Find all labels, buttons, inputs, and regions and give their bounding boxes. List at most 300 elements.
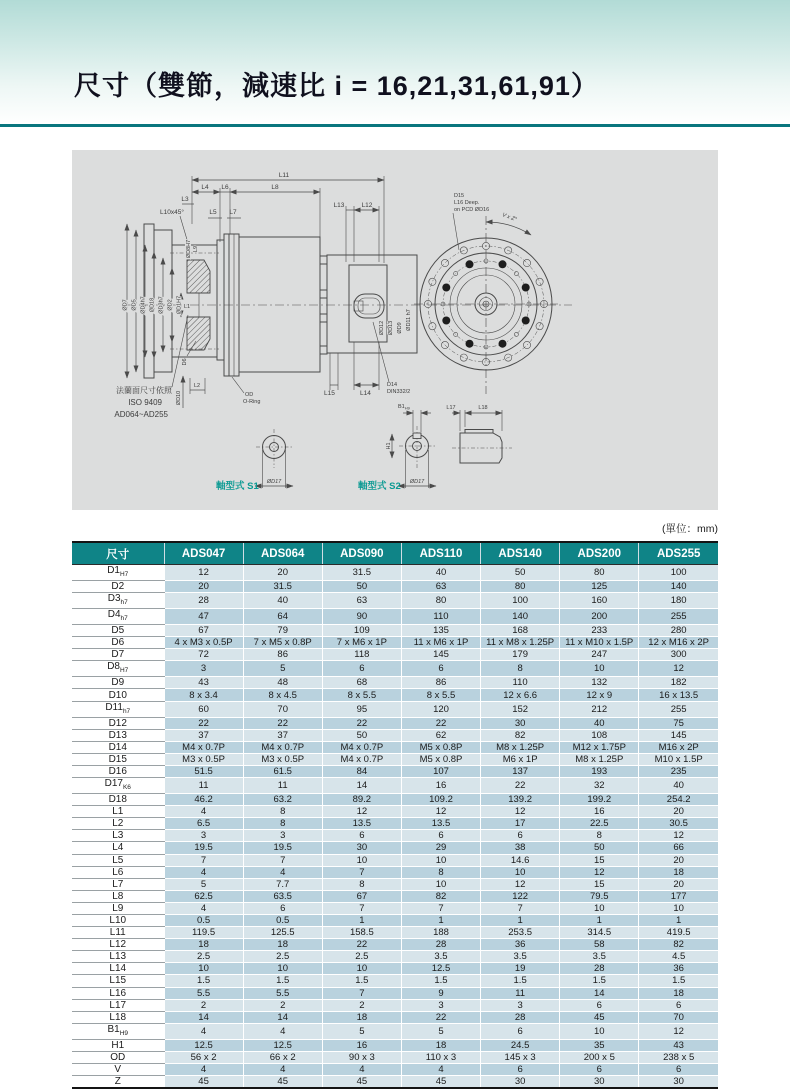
dimension-value-cell: 1.5	[560, 975, 639, 987]
dimension-value-cell: 4	[243, 1023, 322, 1039]
table-row-L2	[72, 818, 718, 830]
dimension-value-cell: 35	[560, 1039, 639, 1051]
dimension-value-cell: 22	[322, 717, 401, 729]
dimension-value-cell: 2	[164, 999, 243, 1011]
dimension-value-cell: M8 x 1.25P	[481, 741, 560, 753]
dimension-value-cell: 300	[639, 649, 718, 661]
dimension-value-cell: 1	[322, 914, 401, 926]
row-label: D13	[72, 729, 164, 741]
row-label: L11	[72, 927, 164, 939]
dim-label-l7: L7	[229, 209, 237, 216]
dimension-value-cell: 18	[639, 987, 718, 999]
dimension-value-cell: 14.6	[481, 854, 560, 866]
table-row-H1	[72, 1039, 718, 1051]
row-label: L7	[72, 878, 164, 890]
title-banner	[0, 0, 790, 127]
row-label: D18	[72, 794, 164, 806]
dimension-value-cell: M4 x 0.7P	[243, 741, 322, 753]
dimension-value-cell: 2.5	[164, 951, 243, 963]
dimension-value-cell: 62.5	[164, 890, 243, 902]
dimension-value-cell: 3	[164, 661, 243, 677]
dimension-value-cell: 30	[639, 1076, 718, 1089]
dimension-value-cell: 11	[164, 778, 243, 794]
dimensions-table	[72, 541, 718, 1089]
dimension-value-cell: 14	[164, 1011, 243, 1023]
dimension-value-cell: 63	[322, 593, 401, 609]
dimension-value-cell: 119.5	[164, 927, 243, 939]
dimension-value-cell: 6	[560, 1064, 639, 1076]
dim-label-d7: ØD7	[122, 299, 129, 311]
flange-note-line1: 法蘭面尺寸依照	[116, 386, 172, 395]
dimension-value-cell: 255	[639, 701, 718, 717]
dimension-value-cell: 7	[322, 866, 401, 878]
row-label: L18	[72, 1011, 164, 1023]
dimension-value-cell: 1.5	[481, 975, 560, 987]
dimension-value-cell: 180	[639, 593, 718, 609]
dimension-value-cell: 8 x 5.5	[401, 689, 480, 701]
row-label: D16	[72, 765, 164, 777]
dim-label-l1: L1	[184, 304, 191, 310]
dimension-value-cell: 40	[639, 778, 718, 794]
dimension-value-cell: 80	[401, 593, 480, 609]
dim-label-d3: ØD3h7	[158, 296, 165, 314]
table-row-D3	[72, 593, 718, 609]
column-header-dimension: 尺寸	[72, 542, 164, 565]
dimension-value-cell: 84	[322, 765, 401, 777]
dimension-value-cell: 5.5	[243, 987, 322, 999]
gearhead-dimension-drawing	[72, 150, 718, 510]
dimension-value-cell: 30	[560, 1076, 639, 1089]
dimension-value-cell: 16 x 13.5	[639, 689, 718, 701]
dimension-value-cell: 3	[401, 999, 480, 1011]
dimension-value-cell: 20	[243, 565, 322, 581]
dim-label-vxz: V x Z°	[501, 212, 518, 224]
table-row-L1	[72, 806, 718, 818]
dimension-value-cell: 12.5	[243, 1039, 322, 1051]
table-row-D9	[72, 677, 718, 689]
dimension-value-cell: 14	[243, 1011, 322, 1023]
dim-label-b1	[398, 404, 411, 411]
table-header	[72, 542, 718, 565]
dimension-value-cell: 188	[401, 927, 480, 939]
dimension-value-cell: 12	[322, 806, 401, 818]
dimension-value-cell: 2	[322, 999, 401, 1011]
dimension-value-cell: 122	[481, 890, 560, 902]
row-label: D9	[72, 677, 164, 689]
dimension-value-cell: 193	[560, 765, 639, 777]
dimension-value-cell: 109.2	[401, 794, 480, 806]
dimension-value-cell: 4	[164, 866, 243, 878]
dimension-value-cell: 4	[322, 1064, 401, 1076]
dimension-value-cell: 118	[322, 649, 401, 661]
dim-label-d17-s2: ØD17	[409, 479, 425, 485]
dimension-value-cell: 199.2	[560, 794, 639, 806]
dimension-value-cell: 137	[481, 765, 560, 777]
dimension-value-cell: 14	[560, 987, 639, 999]
dimension-value-cell: 4.5	[639, 951, 718, 963]
dimension-value-cell: 6	[639, 999, 718, 1011]
row-label: D10	[72, 689, 164, 701]
dimension-value-cell: 0.5	[164, 914, 243, 926]
dimension-value-cell: 182	[639, 677, 718, 689]
row-label: L8	[72, 890, 164, 902]
dimension-value-cell: 66 x 2	[243, 1051, 322, 1063]
dimension-value-cell: M12 x 1.75P	[560, 741, 639, 753]
row-label-tolerance: h7	[122, 707, 131, 715]
table-row-L3	[72, 830, 718, 842]
row-label: H1	[72, 1039, 164, 1051]
dim-label-l6: L6	[221, 184, 229, 191]
dim-label-d1: ØD1H7	[176, 295, 183, 315]
dimension-value-cell: 12	[164, 565, 243, 581]
dim-label-d2: ØD2	[167, 299, 174, 311]
row-label-tolerance: H7	[119, 667, 129, 675]
dimension-value-cell: 45	[243, 1076, 322, 1089]
dimension-value-cell: 3	[243, 830, 322, 842]
row-label: OD	[72, 1051, 164, 1063]
oring-label-line2: O-Ring	[243, 399, 261, 405]
dimension-value-cell: 0.5	[243, 914, 322, 926]
dimension-value-cell: 12.5	[401, 963, 480, 975]
dimension-value-cell: 5	[243, 661, 322, 677]
header-row	[72, 542, 718, 565]
technical-drawing-panel	[72, 150, 718, 510]
dimension-value-cell: M4 x 0.7P	[322, 741, 401, 753]
diameter-dimensions	[123, 224, 200, 378]
dimension-value-cell: 4	[164, 1023, 243, 1039]
dimension-value-cell: 70	[243, 701, 322, 717]
row-label: L16	[72, 987, 164, 999]
dimension-value-cell: 22	[401, 717, 480, 729]
dimension-value-cell: 1.5	[243, 975, 322, 987]
dimension-value-cell: 7	[164, 854, 243, 866]
row-label: L3	[72, 830, 164, 842]
row-label: L13	[72, 951, 164, 963]
dimension-value-cell: 4	[401, 1064, 480, 1076]
row-label: V	[72, 1064, 164, 1076]
row-label: D6	[72, 637, 164, 649]
table-row-L5	[72, 854, 718, 866]
dimension-value-cell: 235	[639, 765, 718, 777]
table-row-L17	[72, 999, 718, 1011]
dimension-value-cell: 37	[164, 729, 243, 741]
dimension-value-cell: 7	[243, 854, 322, 866]
dimension-value-cell: 1	[639, 914, 718, 926]
dimension-value-cell: 12 x 9	[560, 689, 639, 701]
dimension-value-cell: 8 x 5.5	[322, 689, 401, 701]
shaft-type-s2-view	[358, 404, 436, 492]
row-label: $D1_{H7}$	[72, 565, 164, 581]
dimension-value-cell: 3.5	[401, 951, 480, 963]
row-label: L15	[72, 975, 164, 987]
dim-label-d14: D14	[387, 382, 398, 388]
row-label: L17	[72, 999, 164, 1011]
dimension-value-cell: 110	[401, 609, 480, 625]
dimension-value-cell: 4	[243, 866, 322, 878]
dimension-value-cell: 19.5	[164, 842, 243, 854]
dimension-value-cell: 10	[164, 963, 243, 975]
dimension-value-cell: 50	[322, 729, 401, 741]
dimension-value-cell: 1.5	[639, 975, 718, 987]
row-label-tolerance: h7	[120, 615, 128, 623]
row-label: $B1_{H9}$	[72, 1023, 164, 1039]
dim-label-l18: L18	[478, 405, 488, 411]
dimension-value-cell: 36	[481, 939, 560, 951]
dim-label-l5: L5	[209, 209, 217, 216]
dimension-value-cell: M10 x 1.5P	[639, 753, 718, 765]
dimension-value-cell: 40	[560, 717, 639, 729]
dimension-value-cell: 79	[243, 625, 322, 637]
dimension-value-cell: 10	[481, 866, 560, 878]
dimension-value-cell: 125	[560, 581, 639, 593]
dimension-value-cell: 140	[639, 581, 718, 593]
dim-label-l8: L8	[271, 184, 279, 191]
dimension-value-cell: 12	[401, 806, 480, 818]
dim-label-d15-line2: L16 Deep.	[454, 200, 480, 206]
dimension-value-cell: 75	[639, 717, 718, 729]
table-row-OD	[72, 1051, 718, 1063]
dimension-value-cell: 1	[401, 914, 480, 926]
dimension-value-cell: 11	[481, 987, 560, 999]
dimension-value-cell: 30	[481, 717, 560, 729]
unit-label: (單位：mm)	[662, 523, 718, 535]
table-row-D5	[72, 625, 718, 637]
dimension-value-cell: 160	[560, 593, 639, 609]
row-label: $D4_{h7}$	[72, 609, 164, 625]
table-row-L10	[72, 914, 718, 926]
dimension-value-cell: 62	[401, 729, 480, 741]
dimension-value-cell: 50	[481, 565, 560, 581]
dimension-value-cell: 8	[481, 661, 560, 677]
dimension-value-cell: 1	[481, 914, 560, 926]
table-row-B1	[72, 1023, 718, 1039]
dimension-value-cell: 7	[322, 987, 401, 999]
dimension-value-cell: 40	[243, 593, 322, 609]
column-header-ADS140: ADS140	[481, 542, 560, 565]
dimension-value-cell: 5	[164, 878, 243, 890]
column-header-ADS047: ADS047	[164, 542, 243, 565]
dimension-value-cell: M5 x 0.8P	[401, 753, 480, 765]
dimension-value-cell: 32	[560, 778, 639, 794]
dimension-value-cell: 16	[322, 1039, 401, 1051]
dimension-value-cell: 3.5	[560, 951, 639, 963]
dimension-value-cell: 43	[639, 1039, 718, 1051]
dimension-value-cell: 20	[164, 581, 243, 593]
shaft-type-s1-label: 軸型式 S1	[216, 481, 259, 492]
table-row-D8	[72, 661, 718, 677]
shaft-type-s1-view	[216, 429, 293, 492]
dimension-value-cell: 1.5	[322, 975, 401, 987]
table-body	[72, 565, 718, 1089]
rear-view	[414, 193, 558, 394]
dimension-value-cell: 3.5	[481, 951, 560, 963]
dimension-value-cell: 247	[560, 649, 639, 661]
row-label: L1	[72, 806, 164, 818]
dim-label-h1: H1	[386, 442, 392, 450]
dimension-value-cell: 10	[560, 1023, 639, 1039]
dimension-value-cell: 29	[401, 842, 480, 854]
dimension-value-cell: 14	[322, 778, 401, 794]
table-row-D13	[72, 729, 718, 741]
dimension-value-cell: 12 x 6.6	[481, 689, 560, 701]
row-label: L9	[72, 902, 164, 914]
dimension-value-cell: 11 x M6 x 1P	[401, 637, 480, 649]
dimension-value-cell: 12	[481, 878, 560, 890]
dimension-value-cell: 61.5	[243, 765, 322, 777]
dim-label-l12: L12	[361, 202, 373, 209]
row-label: L5	[72, 854, 164, 866]
row-label: D12	[72, 717, 164, 729]
row-label: D14	[72, 741, 164, 753]
dimension-value-cell: M16 x 2P	[639, 741, 718, 753]
table-row-L6	[72, 866, 718, 878]
table-row-D11	[72, 701, 718, 717]
dimension-value-cell: 31.5	[243, 581, 322, 593]
dim-label-d15-line3: on PCD ØD16	[454, 207, 490, 213]
dimension-value-cell: 12	[560, 866, 639, 878]
dimension-value-cell: 18	[164, 939, 243, 951]
dimension-value-cell: 3	[481, 999, 560, 1011]
dim-label-l13: L13	[333, 202, 345, 209]
row-label: D7	[72, 649, 164, 661]
dimension-value-cell: 125.5	[243, 927, 322, 939]
dimension-value-cell: 9	[401, 987, 480, 999]
dimension-value-cell: 22	[322, 939, 401, 951]
dimension-value-cell: 16	[401, 778, 480, 794]
table-row-D2	[72, 581, 718, 593]
dimension-value-cell: 1.5	[164, 975, 243, 987]
table-row-V	[72, 1064, 718, 1076]
dimension-value-cell: 18	[401, 1039, 480, 1051]
dimension-value-cell: 7	[401, 902, 480, 914]
dimension-value-cell: 20	[639, 854, 718, 866]
dimension-value-cell: 135	[401, 625, 480, 637]
dimension-value-cell: M3 x 0.5P	[243, 753, 322, 765]
dimension-value-cell: 314.5	[560, 927, 639, 939]
dimension-value-cell: 255	[639, 609, 718, 625]
dimension-value-cell: 4	[164, 806, 243, 818]
dimension-value-cell: 82	[481, 729, 560, 741]
row-label: L6	[72, 866, 164, 878]
table-row-L9	[72, 902, 718, 914]
row-label: $D17_{K6}$	[72, 778, 164, 794]
dimension-value-cell: 17	[481, 818, 560, 830]
dimension-value-cell: 120	[401, 701, 480, 717]
dimension-value-cell: 132	[560, 677, 639, 689]
dimension-value-cell: 28	[164, 593, 243, 609]
table-row-Z	[72, 1076, 718, 1089]
dimension-value-cell: 6	[481, 830, 560, 842]
dimension-value-cell: 48	[243, 677, 322, 689]
table-row-D15	[72, 753, 718, 765]
table-row-D10	[72, 689, 718, 701]
dimension-value-cell: 86	[243, 649, 322, 661]
dimension-value-cell: 110 x 3	[401, 1051, 480, 1063]
dimension-value-cell: 11 x M8 x 1.25P	[481, 637, 560, 649]
dimension-value-cell: 12	[639, 1023, 718, 1039]
dimension-value-cell: 10	[401, 854, 480, 866]
dimension-value-cell: 6	[322, 661, 401, 677]
table-row-L11	[72, 927, 718, 939]
column-header-ADS090: ADS090	[322, 542, 401, 565]
dimension-value-cell: 47	[164, 609, 243, 625]
dimension-value-cell: 63	[401, 581, 480, 593]
dimension-value-cell: 4	[164, 902, 243, 914]
table-row-L12	[72, 939, 718, 951]
dimension-value-cell: 6	[481, 1064, 560, 1076]
table-row-D18	[72, 794, 718, 806]
row-label: L12	[72, 939, 164, 951]
dimension-value-cell: 238 x 5	[639, 1051, 718, 1063]
dimension-value-cell: 6	[401, 661, 480, 677]
dimension-value-cell: 63.2	[243, 794, 322, 806]
dim-label-l2: L2	[193, 383, 201, 389]
dimension-value-cell: 15	[560, 854, 639, 866]
dimension-value-cell: 109	[322, 625, 401, 637]
dimension-value-cell: 200 x 5	[560, 1051, 639, 1063]
dimension-value-cell: 2.5	[322, 951, 401, 963]
dimension-value-cell: 200	[560, 609, 639, 625]
dimension-value-cell: 107	[401, 765, 480, 777]
dimension-value-cell: 45	[322, 1076, 401, 1089]
dimension-value-cell: 6.5	[164, 818, 243, 830]
dim-label-l17: L17	[446, 405, 456, 411]
row-label: D2	[72, 581, 164, 593]
dim-label-d17-s1: ØD17	[266, 479, 282, 485]
shaft-type-s2-label: 軸型式 S2	[358, 481, 401, 492]
dimension-value-cell: 8	[322, 878, 401, 890]
row-label: L14	[72, 963, 164, 975]
dimension-value-cell: 63.5	[243, 890, 322, 902]
dimension-value-cell: 8	[560, 830, 639, 842]
dimension-value-cell: 51.5	[164, 765, 243, 777]
dimension-value-cell: 79.5	[560, 890, 639, 902]
dim-label-d15-line1: D15	[454, 193, 465, 199]
dimension-value-cell: 7.7	[243, 878, 322, 890]
dimension-value-cell: 18	[639, 866, 718, 878]
row-label-tolerance: H9	[119, 1029, 129, 1037]
dimension-value-cell: 5.5	[164, 987, 243, 999]
dimension-value-cell: 4	[164, 1064, 243, 1076]
dimension-value-cell: 19	[481, 963, 560, 975]
table-row-L18	[72, 1011, 718, 1023]
table-row-L15	[72, 975, 718, 987]
dimension-value-cell: 168	[481, 625, 560, 637]
dimension-value-cell: 30	[322, 842, 401, 854]
dim-label-d9: ØD9	[397, 322, 403, 334]
dimension-value-cell: 2.5	[243, 951, 322, 963]
dimension-value-cell: 89.2	[322, 794, 401, 806]
dimension-value-cell: 11	[243, 778, 322, 794]
dimension-value-cell: 30.5	[639, 818, 718, 830]
column-header-ADS200: ADS200	[560, 542, 639, 565]
dimension-value-cell: 64	[243, 609, 322, 625]
dim-label-d12: ØD12	[379, 320, 385, 336]
dim-label-din332: DIN332/2	[387, 389, 411, 395]
row-label: L10	[72, 914, 164, 926]
flange-note-line3: AD064~AD255	[114, 410, 168, 419]
dimension-value-cell: 253.5	[481, 927, 560, 939]
dimension-value-cell: 22	[164, 717, 243, 729]
table-row-D6	[72, 637, 718, 649]
row-label: L2	[72, 818, 164, 830]
dim-label-d6: D6	[182, 358, 188, 366]
dimension-value-cell: 177	[639, 890, 718, 902]
dimension-value-cell: 24.5	[481, 1039, 560, 1051]
table-row-D16	[72, 765, 718, 777]
dimension-value-cell: 20	[639, 878, 718, 890]
row-label: $D8_{H7}$	[72, 661, 164, 677]
